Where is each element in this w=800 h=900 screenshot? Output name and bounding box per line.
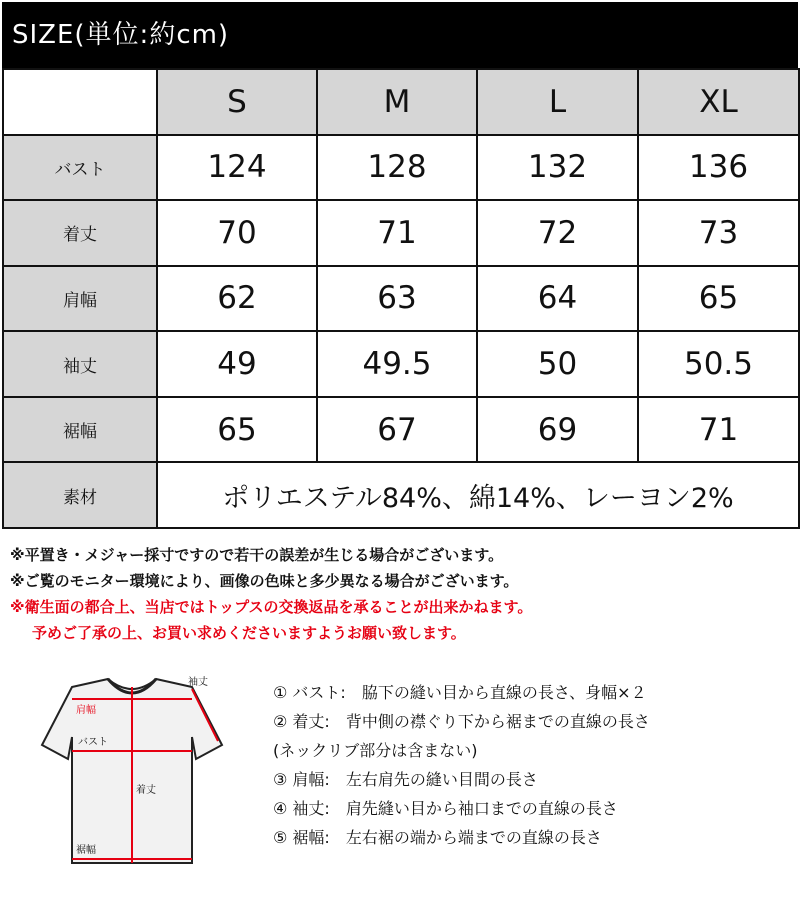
shoulder-label: 肩幅: [76, 705, 96, 716]
table-cell: 63: [317, 266, 477, 332]
tshirt-diagram-svg: [28, 665, 238, 875]
table-cell: 69: [477, 397, 638, 463]
row-label: 袖丈: [3, 331, 157, 397]
table-row-hem: [3, 397, 799, 463]
sleeve-label: 袖丈: [188, 677, 208, 688]
table-cell: 72: [477, 200, 638, 266]
table-cell: 50: [477, 331, 638, 397]
table-cell: 49.5: [317, 331, 477, 397]
table-cell: 62: [157, 266, 317, 332]
size-col-s: S: [157, 69, 317, 135]
table-row-material: [3, 462, 799, 528]
table-corner-cell: [3, 69, 157, 135]
note-monitor: ※ご覧のモニター環境により、画像の色味と多少異なる場合がございます。: [10, 572, 519, 590]
measurement-definitions: [273, 678, 793, 852]
table-cell: 132: [477, 135, 638, 201]
table-cell: 67: [317, 397, 477, 463]
table-cell: 124: [157, 135, 317, 201]
hem-label: 裾幅: [76, 845, 96, 856]
row-label: バスト: [3, 135, 157, 201]
definition-bust: ① バスト: 脇下の縫い目から直線の長さ、身幅×２: [273, 683, 647, 702]
definition-hem: ⑤ 裾幅: 左右裾の端から端までの直線の長さ: [273, 828, 602, 847]
size-col-m: M: [317, 69, 477, 135]
table-cell: 65: [638, 266, 799, 332]
table-cell: 71: [317, 200, 477, 266]
note-measurement: ※平置き・メジャー採寸ですので若干の誤差が生じる場合がございます。: [10, 546, 504, 564]
size-col-xl: XL: [638, 69, 799, 135]
table-row-length: [3, 200, 799, 266]
material-value: ポリエステル84%、綿14%、レーヨン2%: [157, 462, 799, 528]
row-label: 裾幅: [3, 397, 157, 463]
definition-sleeve: ④ 袖丈: 肩先縫い目から袖口までの直線の長さ: [273, 799, 618, 818]
bust-label: バスト: [78, 737, 108, 748]
tshirt-diagram: [28, 665, 238, 875]
notes-section: [10, 542, 790, 646]
table-cell: 71: [638, 397, 799, 463]
row-label: 着丈: [3, 200, 157, 266]
table-row-sleeve: [3, 331, 799, 397]
note-acknowledge: 予めご了承の上、お買い求めくださいますようお願い致します。: [32, 624, 466, 642]
table-cell: 73: [638, 200, 799, 266]
table-cell: 50.5: [638, 331, 799, 397]
size-header: [2, 2, 798, 68]
size-table: [2, 68, 800, 529]
definition-length-note: (ネックリブ部分は含まない): [273, 741, 478, 760]
length-label: 着丈: [136, 785, 156, 796]
table-cell: 136: [638, 135, 799, 201]
table-cell: 64: [477, 266, 638, 332]
table-row-bust: [3, 135, 799, 201]
table-row-shoulder: [3, 266, 799, 332]
note-no-returns: ※衛生面の都合上、当店ではトップスの交換返品を承ることが出来かねます。: [10, 598, 533, 616]
table-cell: 128: [317, 135, 477, 201]
table-cell: 65: [157, 397, 317, 463]
row-label: 素材: [3, 462, 157, 528]
definition-length: ② 着丈: 背中側の襟ぐり下から裾までの直線の長さ: [273, 712, 650, 731]
size-col-l: L: [477, 69, 638, 135]
row-label: 肩幅: [3, 266, 157, 332]
definition-shoulder: ③ 肩幅: 左右肩先の縫い目間の長さ: [273, 770, 538, 789]
table-cell: 70: [157, 200, 317, 266]
size-header-row: [3, 69, 799, 135]
size-header-title: SIZE(単位:約cm): [12, 20, 230, 50]
table-cell: 49: [157, 331, 317, 397]
